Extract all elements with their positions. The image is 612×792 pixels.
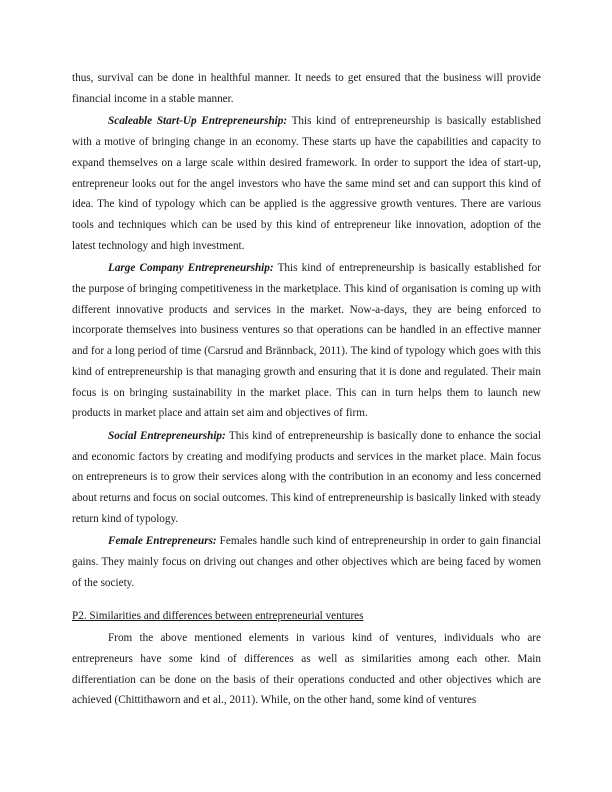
section-heading: P2. Similarities and differences between entrepreneurial ventures [72,609,364,622]
social-entrepreneurship-term: Social Entrepreneurship: [108,429,226,442]
female-entrepreneurs-term: Female Entrepreneurs: [108,535,217,548]
social-entrepreneurship-text: This kind of entrepreneurship is basically done to enhance the social and economic factors by creating and modifying products and services in the market place. Main focus on entrepreneurs is to grow their services along with the contribution in an economy and less concerned about returns and focus on social outcomes. This kind of entrepreneurship is basically linked with steady return kind of typology. [72,429,541,525]
large-company-paragraph [72,258,541,424]
large-company-term: Large Company Entrepreneurship: [108,262,274,275]
intro-continuation-paragraph: thus, survival can be done in healthful manner. It needs to get ensured that the business will provide financial income in a stable manner. [72,72,541,105]
scaleable-startup-paragraph [72,111,541,256]
scaleable-startup-text: This kind of entrepreneurship is basically established with a motive of bringing change in an economy. These starts up have the capabilities and capacity to expand themselves on a large scale within desired framework. In order to support the idea of start-up, entrepreneur looks out for the angel investors who have the same mind set and can support this kind of idea. The kind of typology which can be applied is the aggressive growth ventures. There are various tools and techniques which can be used by this kind of entrepreneur like innovation, adoption of the latest technology and high investment. [72,115,541,252]
female-entrepreneurs-text: Females handle such kind of entrepreneurship in order to gain financial gains. They mainly focus on driving out changes and other objectives which are being faced by women of the society. [72,535,541,589]
social-entrepreneurship-paragraph [72,426,541,530]
closing-paragraph: From the above mentioned elements in various kind of ventures, individuals who are entrepreneurs have some kind of differences as well as similarities among each other. Main differentiation can be done on the basis of their operations conducted and other objectives which are achieved (Chittithaworn and et al., 2011). While, on the other hand, some kind of ventures [72,632,541,707]
female-entrepreneurs-paragraph [72,531,541,593]
document-page [72,68,541,711]
large-company-text: This kind of entrepreneurship is basically established for the purpose of bringing competitiveness in the marketplace. This kind of organisation is coming up with different innovative products and services in the market. Now-a-days, they are being enforced to incorporate themselves into business ventures so that operations can be handled in an effective manner and for a long period of time (Carsrud and Brännback, 2011). The kind of typology which goes with this kind of entrepreneurship is that managing growth and ensuring that it is done and regulated. Their main focus is on bringing sustainability in the market place. This can in turn helps them to launch new products in market place and attain set aim and objectives of firm. [72,262,542,420]
scaleable-startup-term: Scaleable Start-Up Entrepreneurship: [108,115,288,128]
